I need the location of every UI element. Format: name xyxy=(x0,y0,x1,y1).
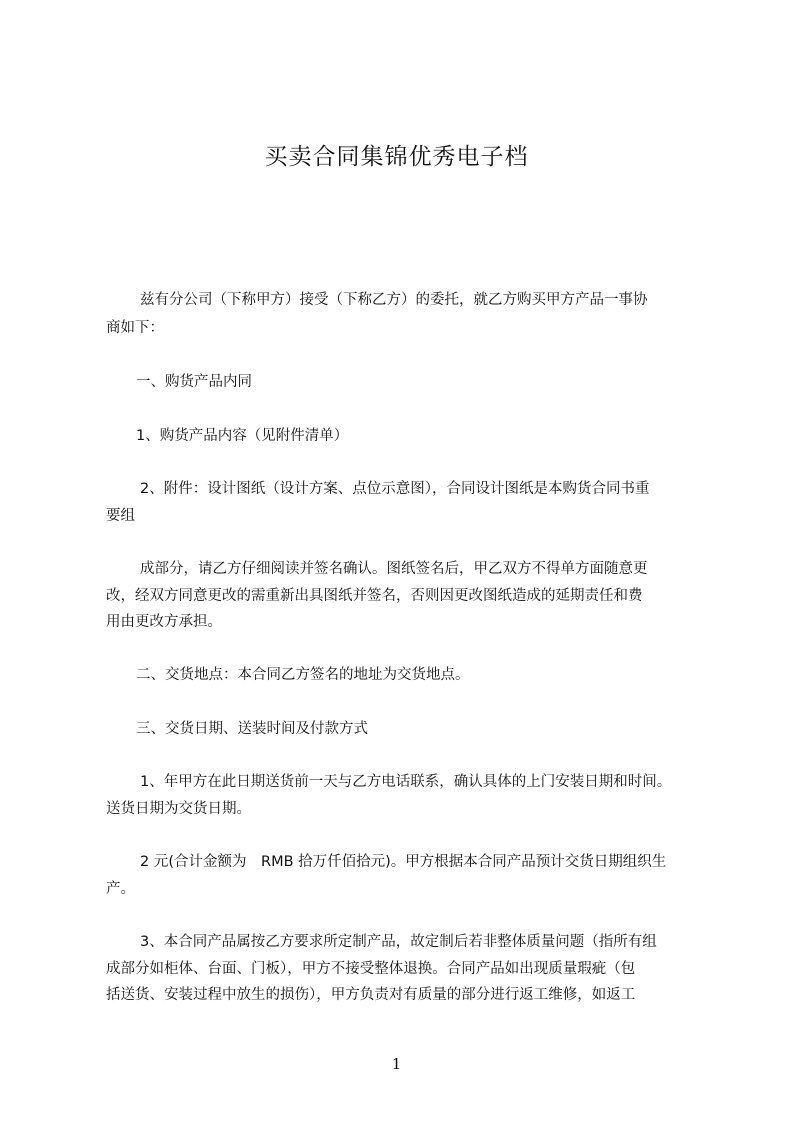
clause-3-2-line-2: 产。 xyxy=(106,881,135,897)
clause-3-3-line-3: 括送货、安装过程中放生的损伤），甲方负责对有质量的部分进行返工维修，如返工 xyxy=(106,987,636,1003)
section-heading-3: 三、交货日期、送装时间及付款方式 xyxy=(136,721,368,737)
paragraph-intro-line-1: 兹有分公司（下称甲方）接受（下称乙方）的委托，就乙方购买甲方产品一事协 xyxy=(140,292,648,308)
page-number: 1 xyxy=(391,1055,402,1073)
clause-3-2-line-1: 2 元(合计金额为 RMB 拾万仟佰拾元)。甲方根据本合同产品预计交货日期组织生 xyxy=(140,854,667,870)
paragraph-drawings-line-3: 用由更改方承担。 xyxy=(106,614,222,630)
paragraph-drawings-line-2: 改，经双方同意更改的需重新出具图纸并签名，否则因更改图纸造成的延期责任和费 xyxy=(106,588,643,604)
clause-3-3-line-1: 3、本合同产品属按乙方要求所定制产品，故定制后若非整体质量问题（指所有组 xyxy=(140,934,657,950)
section-heading-2: 二、交货地点：本合同乙方签名的地址为交货地点。 xyxy=(136,667,470,683)
paragraph-drawings-line-1: 成部分，请乙方仔细阅读并签名确认。图纸签名后，甲乙双方不得单方面随意更 xyxy=(140,561,648,577)
clause-3-1-line-1: 1、年甲方在此日期送货前一天与乙方电话联系，确认具体的上门安装日期和时间。 xyxy=(140,774,672,790)
section-heading-1: 一、购货产品内同 xyxy=(136,374,252,390)
clause-1-1: 1、购货产品内容（见附件清单） xyxy=(136,428,349,444)
paragraph-intro-line-2: 商如下： xyxy=(106,320,164,336)
clause-1-2-line-1: 2、附件：设计图纸（设计方案、点位示意图），合同设计图纸是本购货合同书重 xyxy=(140,481,650,497)
clause-1-2-line-2: 要组 xyxy=(106,508,135,524)
document-title: 买卖合同集锦优秀电子档 xyxy=(264,144,529,170)
clause-3-3-line-2: 成部分如柜体、台面、门板），甲方不接受整体退换。合同产品如出现质量瑕疵（包 xyxy=(106,961,636,977)
clause-3-1-line-2: 送货日期为交货日期。 xyxy=(106,801,251,817)
